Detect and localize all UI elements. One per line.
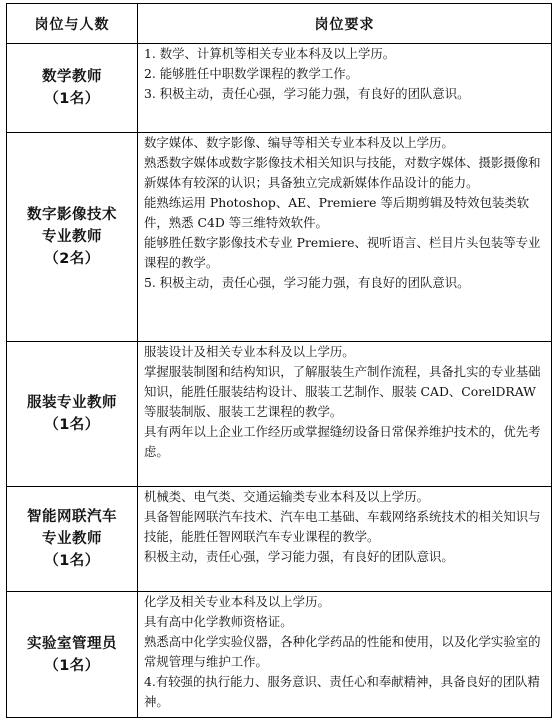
position-cell xyxy=(7,133,138,342)
table-row xyxy=(7,487,552,592)
requirement-item: 4.有较强的执行能力、服务意识、责任心和奉献精神，具备良好的团队精神。 xyxy=(144,674,540,709)
position-title: 专业教师 xyxy=(42,531,102,547)
position-count: （2名） xyxy=(44,251,100,267)
requirement-cell xyxy=(138,133,552,342)
position-title: 专业教师 xyxy=(42,229,102,245)
requirement-item: 掌握服装制图和结构知识，了解服装生产制作流程，具备扎实的专业基础知识，能胜任服装结构设计、服装工艺制作、服装 CAD、CorelDRAW 等服装制版、服装工艺课程的教学。 xyxy=(144,364,541,419)
requirement-item: 能熟练运用 Photoshop、AE、Premiere 等后期剪辑及特效包装类软件，熟悉 C4D 等三维特效软件。 xyxy=(144,195,530,230)
requirement-item: 熟悉高中化学实验仪器，各种化学药品的性能和使用，以及化学实验室的常规管理与维护工作。 xyxy=(144,634,541,669)
requirement-item: 5. 积极主动，责任心强，学习能力强，有良好的团队意识。 xyxy=(144,275,470,290)
requirement-item: 数字媒体、数字影像、编导等相关专业本科及以上学历。 xyxy=(144,135,454,150)
requirement-item: 具备智能网联汽车技术、汽车电工基础、车载网络系统技术的相关知识与技能，能胜任智网联汽车专业课程的教学。 xyxy=(144,509,541,544)
table-row xyxy=(7,133,552,342)
requirement-item: 化学及相关专业本科及以上学历。 xyxy=(144,594,330,609)
requirement-cell xyxy=(138,342,552,487)
position-title: 实验室管理员 xyxy=(27,635,117,652)
requirement-item: 2. 能够胜任中职数学课程的教学工作。 xyxy=(144,66,359,81)
requirement-item: 具有两年以上企业工作经历或掌握缝纫设备日常保养维护技术的，优先考虑。 xyxy=(144,424,541,459)
table-header-row xyxy=(7,4,552,44)
recruitment-table xyxy=(6,3,552,718)
requirement-item: 积极主动，责任心强，学习能力强，有良好的团队意识。 xyxy=(144,549,454,564)
position-title: 智能网联汽车 xyxy=(27,509,117,525)
position-title: 服装专业教师 xyxy=(27,395,117,411)
requirement-item: 具有高中化学教师资格证。 xyxy=(144,614,293,629)
requirement-item: 机械类、电气类、交通运输类专业本科及以上学历。 xyxy=(144,489,429,504)
position-count: （1名） xyxy=(44,657,100,674)
requirement-cell xyxy=(138,44,552,133)
position-cell xyxy=(7,592,138,718)
position-count: （1名） xyxy=(44,91,100,107)
requirement-item: 熟悉数字媒体或数字影像技术相关知识与技能，对数字媒体、摄影摄像和新媒体有较深的认识；具备独立完成新媒体作品设计的能力。 xyxy=(144,155,541,190)
position-column-header: 岗位与人数 xyxy=(7,4,138,44)
requirement-cell xyxy=(138,592,552,718)
requirement-cell xyxy=(138,487,552,592)
table-row xyxy=(7,342,552,487)
requirement-item: 服装设计及相关专业本科及以上学历。 xyxy=(144,344,355,359)
position-count: （1名） xyxy=(44,553,100,569)
position-title: 数字影像技术 xyxy=(27,207,117,223)
requirement-column-header: 岗位要求 xyxy=(138,4,552,44)
position-cell xyxy=(7,487,138,592)
requirement-item: 1. 数学、计算机等相关专业本科及以上学历。 xyxy=(144,46,396,61)
requirement-item: 能够胜任数字影像技术专业 Premiere、视听语言、栏目片头包装等专业课程的教学。 xyxy=(144,235,541,270)
requirement-item: 3. 积极主动，责任心强，学习能力强，有良好的团队意识。 xyxy=(144,86,470,101)
position-title: 数学教师 xyxy=(42,69,102,85)
table-row xyxy=(7,592,552,718)
position-cell xyxy=(7,44,138,133)
position-cell xyxy=(7,342,138,487)
position-count: （1名） xyxy=(44,417,100,433)
table-row xyxy=(7,44,552,133)
